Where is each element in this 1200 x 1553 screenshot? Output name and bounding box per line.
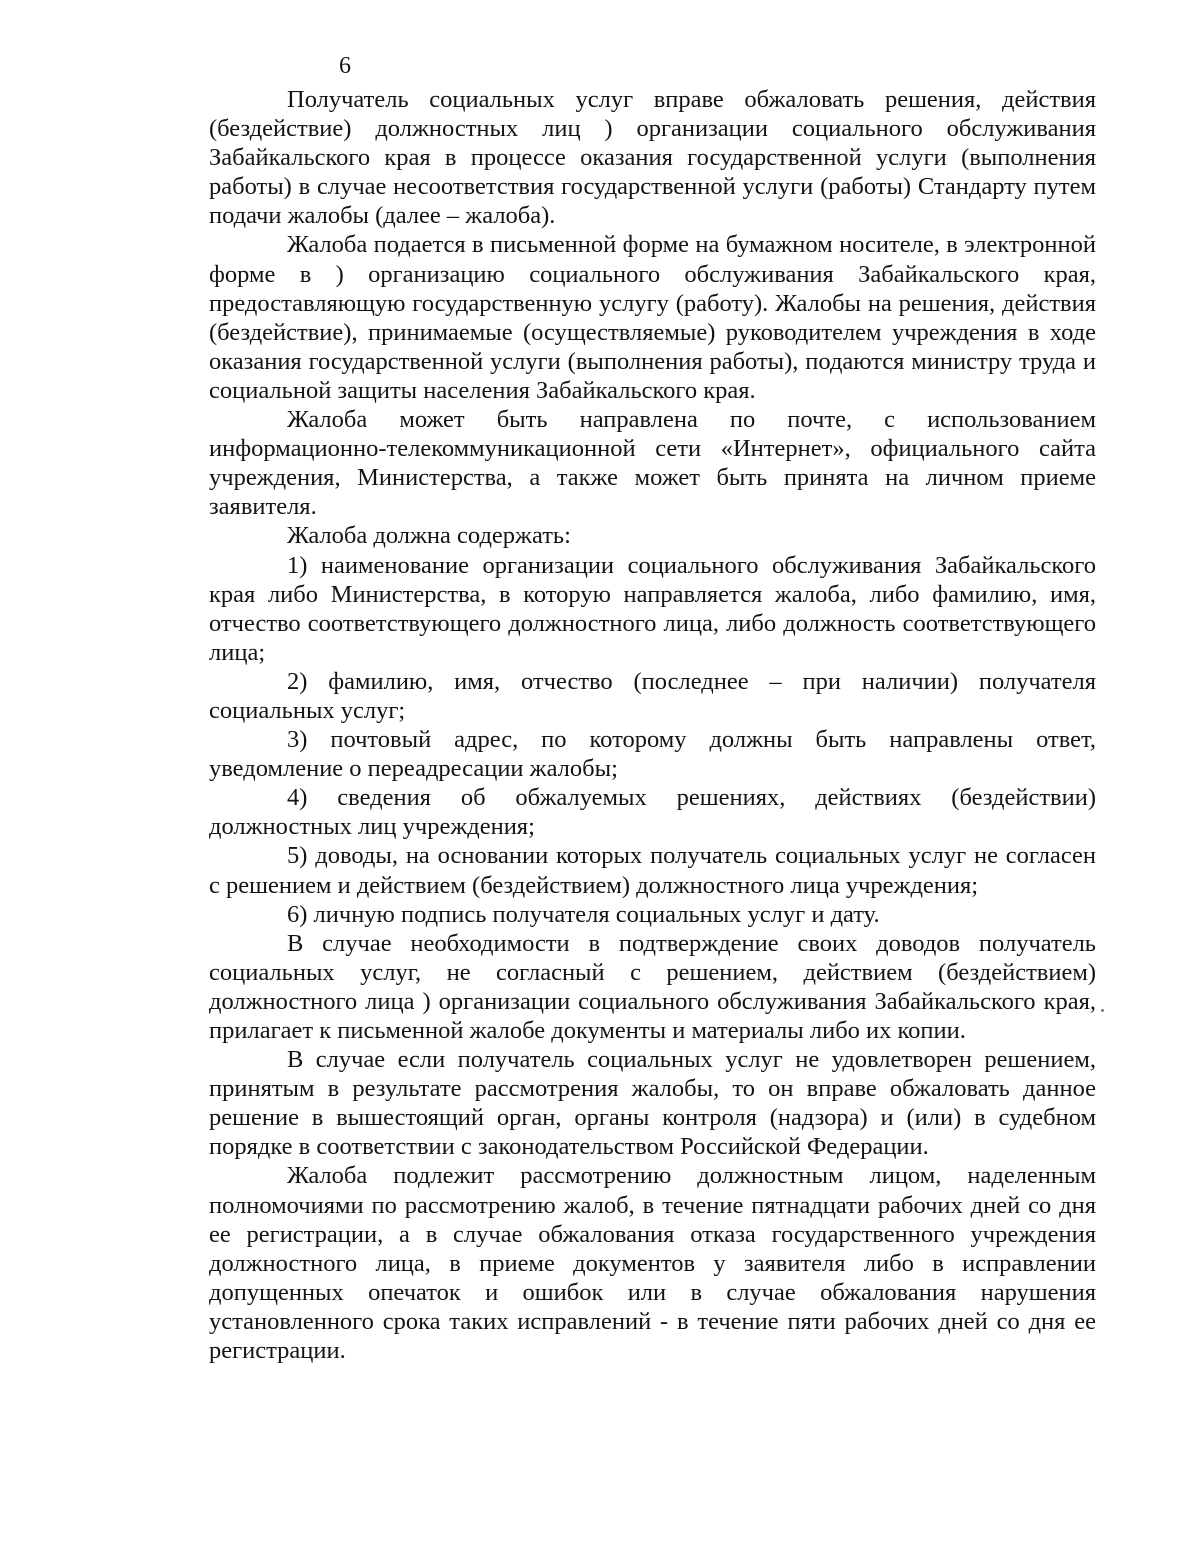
paragraph-complaint-form: Жалоба подается в письменной форме на бумажном носителе, в электронной форме в ) организацию социального обслуживания Забайкальского края, предоставляющую государственную услугу (работу). Жалобы на решения, действия (бездействие), принимаемые (осуществляемые) руководителем учреждения в ходе оказания государственной услуги (выполнения работы), подаются министру труда и социальной защиты населения Забайкальского края. [209, 231, 1096, 404]
document-body [209, 85, 1096, 1365]
list-item-1: 1) наименование организации социального обслуживания Забайкальского края либо Министерства, в которую направляется жалоба, либо фамилию, имя, отчество соответствующего должностного лица, либо должность соответствующего лица; [209, 551, 1096, 666]
list-item-5: 5) доводы, на основании которых получатель социальных услуг не согласен с решением и действием (бездействием) должностного лица учреждения; [209, 842, 1096, 899]
list-item-3: 3) почтовый адрес, по которому должны быть направлены ответ, уведомление о переадресации жалобы; [209, 726, 1096, 783]
page-number [0, 52, 1200, 80]
page-number-text: 6 [339, 53, 351, 79]
paragraph-further-appeal: В случае если получатель социальных услуг не удовлетворен решением, принятым в результате рассмотрения жалобы, то он вправе обжаловать данное решение в вышестоящий орган, органы контроля (надзора) и (или) в судебном порядке в соответствии с законодательством Российской Федерации. [209, 1046, 1096, 1161]
paragraph-complaint-contents-intro: Жалоба должна содержать: [287, 522, 571, 550]
paragraph-review-period: Жалоба подлежит рассмотрению должностным лицом, наделенным полномочиями по рассмотрению жалоб, в течение пятнадцати рабочих дней со дня ее регистрации, а в случае обжалования отказа государственного учреждения должностного лица, в приеме документов у заявителя либо в исправлении допущенных опечаток и ошибок или в случае обжалования нарушения установленного срока таких исправлений - в течение пяти рабочих дней со дня ее регистрации. [209, 1162, 1096, 1365]
paragraph-complaint-delivery: Жалоба может быть направлена по почте, с использованием информационно-телекоммуникационной сети «Интернет», официального сайта учреждения, Министерства, а также может быть принята на личном приеме заявителя. [209, 406, 1096, 521]
list-item-6: 6) личную подпись получателя социальных услуг и дату. [287, 900, 880, 928]
list-item-4: 4) сведения об обжалуемых решениях, действиях (бездействии) должностных лиц учреждения; [209, 784, 1096, 841]
paragraph-appeal-right: Получатель социальных услуг вправе обжаловать решения, действия (бездействие) должностных лиц ) организации социального обслуживания Забайкальского края в процессе оказания государственной услуги (выполнения работы) в случае несоответствия государственной услуги (работы) Стандарту путем подачи жалобы (далее – жалоба). [209, 86, 1096, 230]
paragraph-supporting-documents: В случае необходимости в подтверждение своих доводов получатель социальных услуг, не согласный с решением, действием (бездействием) должностного лица ) организации социального обслуживания Забайкальского края, прилагает к письменной жалобе документы и материалы либо их копии. [209, 929, 1096, 1044]
scan-speck [1101, 1009, 1104, 1012]
list-item-2: 2) фамилию, имя, отчество (последнее – при наличии) получателя социальных услуг; [209, 667, 1096, 724]
